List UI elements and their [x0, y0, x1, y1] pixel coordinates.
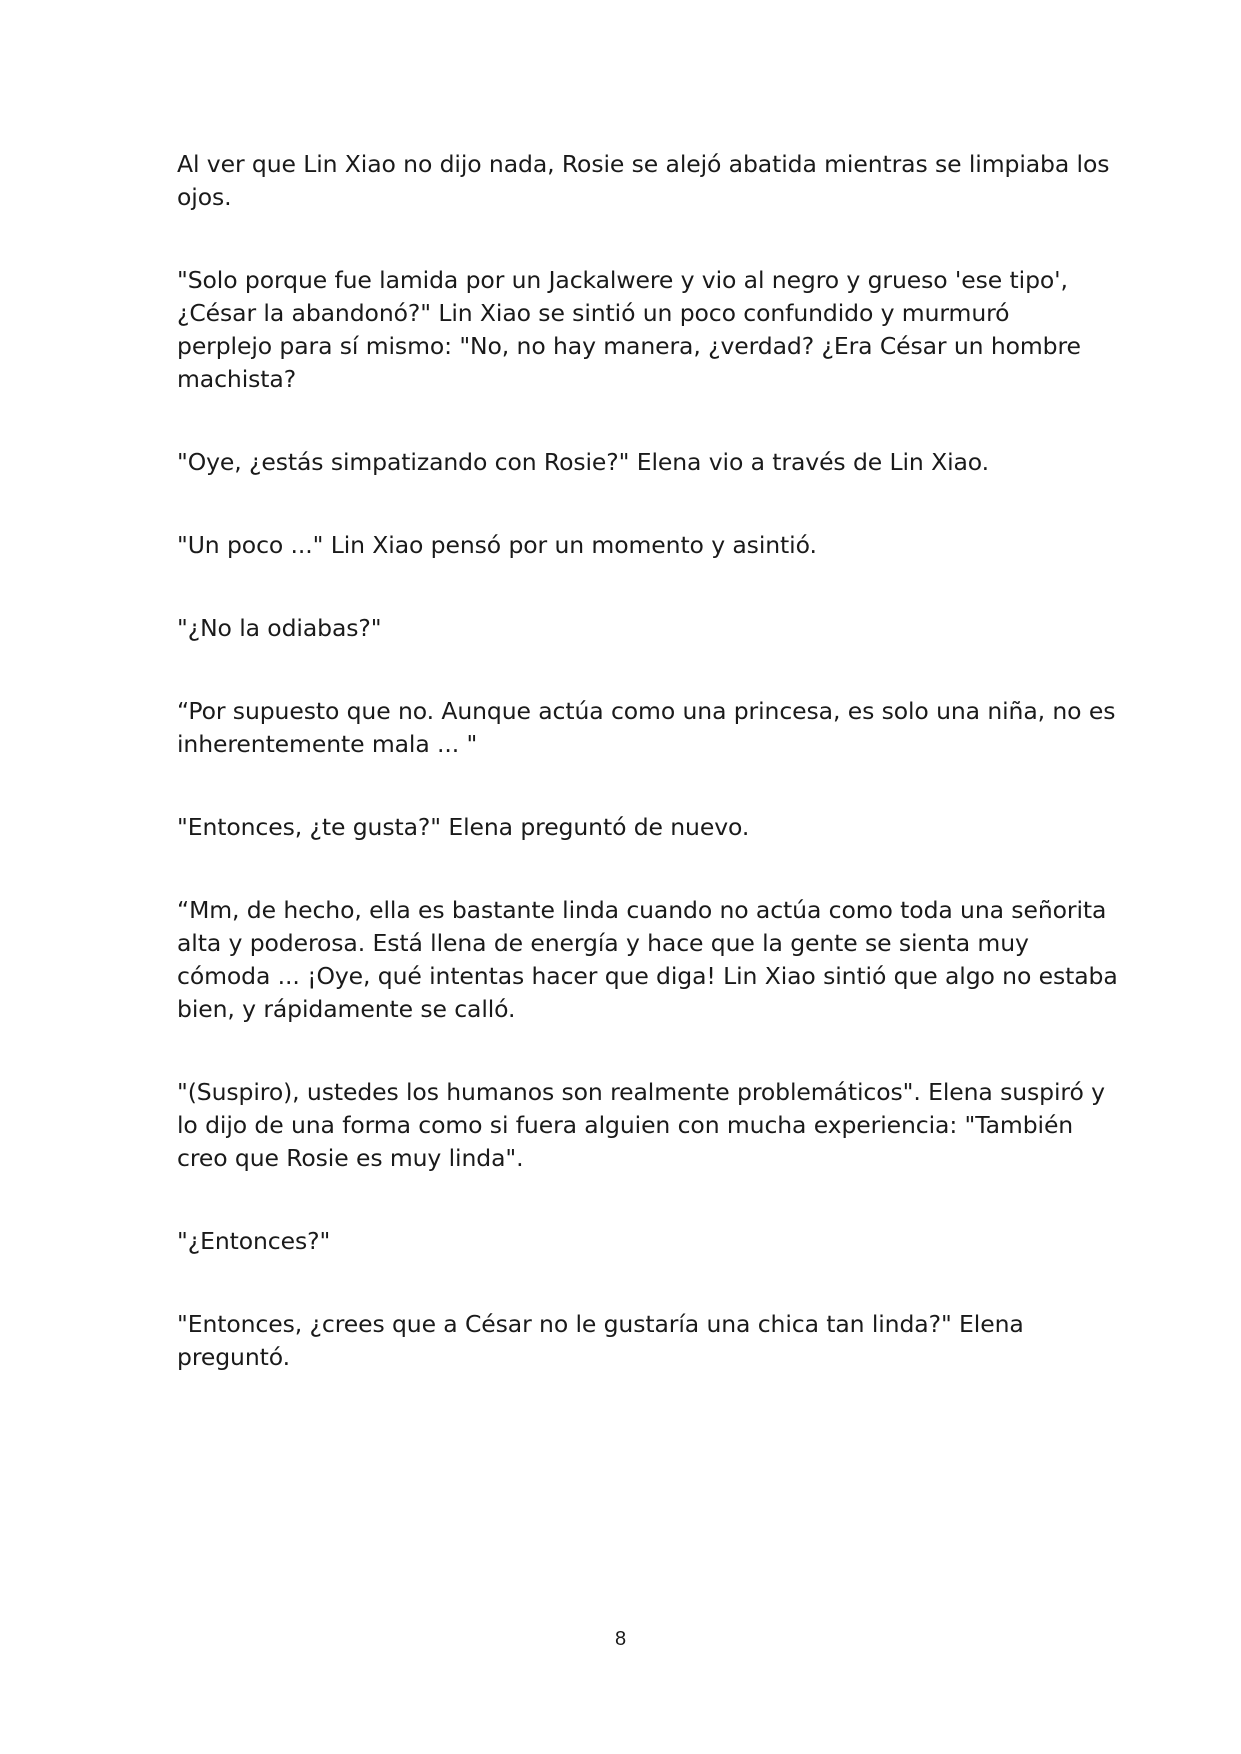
paragraph	[177, 1225, 1077, 1258]
paragraph	[177, 1076, 1105, 1175]
paragraph-line: "Oye, ¿estás simpatizando con Rosie?" Elena vio a través de Lin Xiao.	[177, 448, 990, 476]
paragraph-line: bien, y rápidamente se calló.	[177, 995, 516, 1023]
paragraph-line: "Un poco ..." Lin Xiao pensó por un momento y asintió.	[177, 531, 817, 559]
paragraph-line: "(Suspiro), ustedes los humanos son realmente problemáticos". Elena suspiró y	[177, 1078, 1105, 1106]
paragraph	[177, 148, 1110, 214]
paragraph-line: perplejo para sí mismo: "No, no hay manera, ¿verdad? ¿Era César un hombre	[177, 332, 1081, 360]
paragraph-line: “Mm, de hecho, ella es bastante linda cuando no actúa como toda una señorita	[177, 896, 1107, 924]
paragraph-line: ¿César la abandonó?" Lin Xiao se sintió un poco confundido y murmuró	[177, 299, 1010, 327]
paragraph-line: inherentemente mala ... "	[177, 730, 478, 758]
paragraph	[177, 612, 1077, 645]
paragraph	[177, 529, 1077, 562]
paragraph	[177, 695, 1116, 761]
paragraph	[177, 811, 1077, 844]
paragraph	[177, 264, 1081, 396]
paragraph	[177, 446, 1077, 479]
paragraph	[177, 1308, 1077, 1374]
paragraph-line: ojos.	[177, 183, 232, 211]
paragraph-line: "¿No la odiabas?"	[177, 614, 382, 642]
paragraph-line: "Solo porque fue lamida por un Jackalwere y vio al negro y grueso 'ese tipo',	[177, 266, 1068, 294]
paragraph-line: cómoda ... ¡Oye, qué intentas hacer que diga! Lin Xiao sintió que algo no estaba	[177, 962, 1118, 990]
page-number: 8	[614, 1628, 627, 1650]
paragraph-line: preguntó.	[177, 1343, 290, 1371]
paragraph-line: creo que Rosie es muy linda".	[177, 1144, 524, 1172]
paragraph-line: lo dijo de una forma como si fuera alguien con mucha experiencia: "También	[177, 1111, 1074, 1139]
paragraph-line: alta y poderosa. Está llena de energía y hace que la gente se sienta muy	[177, 929, 1029, 957]
paragraph-line: "Entonces, ¿crees que a César no le gustaría una chica tan linda?" Elena	[177, 1310, 1024, 1338]
page-body-text	[177, 148, 1118, 1424]
paragraph-line: Al ver que Lin Xiao no dijo nada, Rosie se alejó abatida mientras se limpiaba los	[177, 150, 1110, 178]
paragraph	[177, 894, 1118, 1026]
paragraph-line: machista?	[177, 365, 297, 393]
paragraph-line: “Por supuesto que no. Aunque actúa como una princesa, es solo una niña, no es	[177, 697, 1116, 725]
paragraph-line: "Entonces, ¿te gusta?" Elena preguntó de nuevo.	[177, 813, 750, 841]
paragraph-line: "¿Entonces?"	[177, 1227, 331, 1255]
